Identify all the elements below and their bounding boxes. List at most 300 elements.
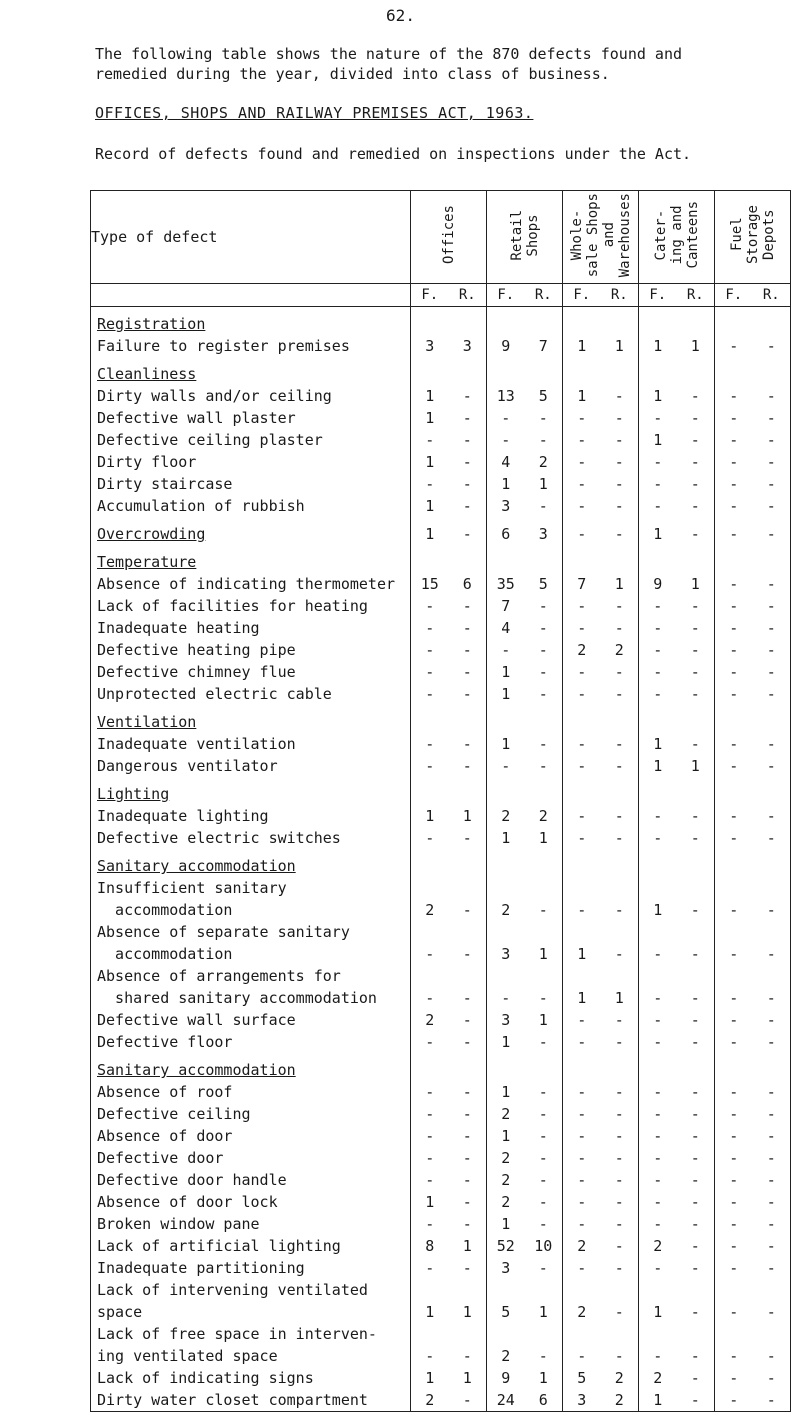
value-cell — [677, 777, 715, 805]
value-cell: - — [449, 1389, 487, 1412]
value-cell: - — [715, 1125, 753, 1147]
value-cell — [525, 307, 563, 336]
defect-label: ing ventilated space — [91, 1345, 411, 1367]
value-cell: - — [462, 1033, 472, 1051]
value-cell — [639, 1279, 677, 1301]
value-cell — [563, 777, 601, 805]
value-cell: 5 — [538, 387, 548, 405]
defect-label: Defective ceiling plaster — [91, 429, 411, 451]
value-cell — [563, 1279, 601, 1301]
value-cell — [639, 1053, 677, 1081]
value-cell: 5 — [487, 1301, 525, 1323]
value-cell — [487, 705, 525, 733]
value-cell: - — [538, 1215, 548, 1233]
value-cell: 4 — [487, 617, 525, 639]
value-cell: - — [690, 735, 700, 753]
value-cell: - — [639, 451, 677, 473]
value-cell: 1 — [411, 1367, 449, 1389]
value-cell: - — [639, 943, 677, 965]
value-cell: - — [411, 617, 449, 639]
value-cell: 5 — [563, 1367, 601, 1389]
defect-label: Lack of intervening ventilated — [91, 1279, 411, 1301]
value-cell: - — [411, 1147, 449, 1169]
defect-label: Defective heating pipe — [91, 639, 411, 661]
value-cell: - — [639, 1169, 677, 1191]
value-cell — [563, 849, 601, 877]
value-cell: 1 — [411, 805, 449, 827]
value-cell: - — [462, 1347, 472, 1365]
value-cell: - — [715, 1345, 753, 1367]
value-cell: - — [563, 805, 601, 827]
table-row — [91, 1125, 791, 1147]
value-cell — [753, 1279, 791, 1301]
value-cell — [487, 849, 525, 877]
value-cell: 2 — [639, 1367, 677, 1389]
value-cell: - — [753, 805, 791, 827]
value-cell: 2 — [411, 1389, 449, 1412]
value-cell: - — [538, 901, 548, 919]
value-cell: - — [411, 1031, 449, 1053]
value-cell: 24 — [487, 1389, 525, 1412]
table-row — [91, 1345, 791, 1367]
value-cell: - — [753, 1169, 791, 1191]
table-row — [91, 877, 791, 899]
value-cell — [563, 965, 601, 987]
value-cell: - — [639, 407, 677, 429]
value-cell: 1 — [639, 517, 677, 545]
value-cell: - — [411, 1213, 449, 1235]
value-cell: - — [614, 1215, 624, 1233]
value-cell: - — [715, 495, 753, 517]
section-row — [91, 1053, 791, 1081]
defect-label: Inadequate partitioning — [91, 1257, 411, 1279]
section-title: Lighting — [91, 777, 411, 805]
value-cell: - — [753, 661, 791, 683]
value-cell: - — [690, 901, 700, 919]
value-cell: - — [614, 597, 624, 615]
value-cell: - — [614, 497, 624, 515]
value-cell: - — [411, 755, 449, 777]
value-cell: - — [411, 827, 449, 849]
defect-label: Absence of arrangements for — [91, 965, 411, 987]
value-cell: 2 — [563, 639, 601, 661]
value-cell: - — [715, 451, 753, 473]
category-header-line: Retail — [508, 209, 525, 261]
value-cell: - — [462, 1171, 472, 1189]
value-cell: - — [462, 945, 472, 963]
value-cell — [449, 965, 487, 987]
value-cell: - — [563, 733, 601, 755]
value-cell: - — [690, 663, 700, 681]
value-cell: - — [715, 1367, 753, 1389]
value-cell — [563, 307, 601, 336]
value-cell: - — [690, 1193, 700, 1211]
table-row — [91, 1301, 791, 1323]
value-cell: - — [538, 431, 548, 449]
category-header-line: and — [600, 222, 617, 248]
value-cell: 52 — [487, 1235, 525, 1257]
value-cell: 1 — [538, 1303, 548, 1321]
value-cell: - — [538, 619, 548, 637]
value-cell: - — [563, 1213, 601, 1235]
value-cell: - — [639, 1103, 677, 1125]
value-cell — [715, 705, 753, 733]
value-cell — [411, 921, 449, 943]
sub-header-r: R. — [753, 284, 791, 307]
value-cell: 9 — [639, 573, 677, 595]
value-cell: - — [690, 497, 700, 515]
value-cell: - — [639, 805, 677, 827]
defect-label: Defective door handle — [91, 1169, 411, 1191]
value-cell: - — [614, 1083, 624, 1101]
value-cell — [601, 777, 639, 805]
table-row — [91, 755, 791, 777]
value-cell — [411, 357, 449, 385]
value-cell: 3 — [411, 335, 449, 357]
table-body — [91, 307, 791, 1412]
found-remedied-row — [91, 284, 791, 307]
value-cell — [715, 921, 753, 943]
value-cell: 5 — [538, 575, 548, 593]
value-cell: 3 — [563, 1389, 601, 1412]
value-cell: - — [563, 1147, 601, 1169]
value-cell: - — [690, 409, 700, 427]
value-cell — [449, 545, 487, 573]
value-cell — [449, 705, 487, 733]
value-cell: - — [639, 987, 677, 1009]
value-cell: 2 — [563, 1301, 601, 1323]
value-cell — [753, 965, 791, 987]
value-cell: - — [563, 429, 601, 451]
value-cell: - — [753, 1389, 791, 1412]
value-cell — [715, 357, 753, 385]
value-cell — [639, 849, 677, 877]
value-cell — [753, 1323, 791, 1345]
defect-label: Insufficient sanitary — [91, 877, 411, 899]
value-cell: 1 — [411, 495, 449, 517]
value-cell: - — [462, 619, 472, 637]
value-cell: - — [690, 1369, 700, 1387]
value-cell: - — [411, 639, 449, 661]
header-offices — [411, 191, 487, 284]
value-cell: 1 — [487, 661, 525, 683]
value-cell: - — [753, 451, 791, 473]
value-cell — [525, 849, 563, 877]
value-cell: - — [462, 829, 472, 847]
value-cell: - — [614, 431, 624, 449]
value-cell: - — [690, 945, 700, 963]
value-cell: 2 — [639, 1235, 677, 1257]
value-cell: 2 — [487, 1191, 525, 1213]
value-cell — [639, 307, 677, 336]
value-cell: 6 — [487, 517, 525, 545]
value-cell: - — [715, 429, 753, 451]
value-cell: 2 — [538, 453, 548, 471]
value-cell: - — [462, 475, 472, 493]
value-cell: - — [411, 661, 449, 683]
value-cell: - — [715, 1169, 753, 1191]
value-cell: - — [614, 453, 624, 471]
value-cell: - — [563, 1031, 601, 1053]
table-row — [91, 921, 791, 943]
defect-label: Failure to register premises — [91, 335, 411, 357]
value-cell: - — [753, 1081, 791, 1103]
table-row — [91, 385, 791, 407]
value-cell: - — [753, 899, 791, 921]
value-cell: - — [538, 1171, 548, 1189]
value-cell: - — [639, 1125, 677, 1147]
value-cell — [411, 705, 449, 733]
value-cell: - — [753, 1103, 791, 1125]
page-number: 62. — [386, 6, 415, 25]
value-cell: - — [563, 473, 601, 495]
value-cell: 7 — [487, 595, 525, 617]
value-cell: - — [690, 1127, 700, 1145]
value-cell: 1 — [563, 335, 601, 357]
value-cell: 3 — [462, 337, 472, 355]
defect-label: Defective wall surface — [91, 1009, 411, 1031]
value-cell — [487, 357, 525, 385]
value-cell: - — [411, 943, 449, 965]
value-cell: 15 — [411, 573, 449, 595]
value-cell: - — [715, 683, 753, 705]
defect-label: Defective door — [91, 1147, 411, 1169]
value-cell — [449, 777, 487, 805]
value-cell: - — [487, 639, 525, 661]
defect-label: accommodation — [91, 899, 411, 921]
value-cell: - — [614, 1193, 624, 1211]
table-row — [91, 1323, 791, 1345]
value-cell: - — [411, 473, 449, 495]
value-cell — [487, 965, 525, 987]
section-title: Temperature — [91, 545, 411, 573]
value-cell: - — [690, 1149, 700, 1167]
value-cell: - — [563, 595, 601, 617]
value-cell: 2 — [411, 899, 449, 921]
value-cell: 1 — [487, 473, 525, 495]
value-cell: 1 — [411, 451, 449, 473]
value-cell — [639, 357, 677, 385]
value-cell: - — [411, 1257, 449, 1279]
table-row — [91, 899, 791, 921]
value-cell: - — [753, 1009, 791, 1031]
value-cell: - — [753, 1301, 791, 1323]
value-cell: - — [690, 807, 700, 825]
act-title: OFFICES, SHOPS AND RAILWAY PREMISES ACT, 1963. — [95, 104, 534, 122]
defect-label: Lack of facilities for heating — [91, 595, 411, 617]
value-cell: 7 — [563, 573, 601, 595]
table-row — [91, 573, 791, 595]
value-cell: 1 — [487, 1031, 525, 1053]
defect-label: accommodation — [91, 943, 411, 965]
header-wholesale-shops — [563, 191, 639, 284]
value-cell — [601, 705, 639, 733]
value-cell: - — [462, 497, 472, 515]
value-cell: - — [614, 685, 624, 703]
defect-label: Dirty floor — [91, 451, 411, 473]
value-cell: - — [690, 1303, 700, 1321]
value-cell — [601, 1053, 639, 1081]
value-cell — [411, 307, 449, 336]
value-cell: - — [538, 1033, 548, 1051]
defect-label: Lack of free space in interven- — [91, 1323, 411, 1345]
value-cell — [677, 1279, 715, 1301]
value-cell: 1 — [487, 827, 525, 849]
value-cell: - — [690, 1215, 700, 1233]
value-cell: - — [538, 1259, 548, 1277]
value-cell: - — [690, 619, 700, 637]
value-cell: - — [639, 617, 677, 639]
value-cell: - — [715, 1213, 753, 1235]
header-row — [91, 191, 791, 284]
value-cell: - — [538, 1347, 548, 1365]
value-cell: 2 — [487, 899, 525, 921]
value-cell: 2 — [487, 1345, 525, 1367]
value-cell: - — [715, 385, 753, 407]
table-row — [91, 965, 791, 987]
sub-header-blank — [91, 284, 411, 307]
category-header-line: sale Shops — [584, 192, 601, 278]
value-cell: 1 — [487, 683, 525, 705]
value-cell — [639, 545, 677, 573]
value-cell: - — [462, 409, 472, 427]
value-cell: - — [690, 431, 700, 449]
defect-label: Defective chimney flue — [91, 661, 411, 683]
value-cell: - — [563, 1103, 601, 1125]
value-cell: 3 — [538, 525, 548, 543]
value-cell: - — [411, 1103, 449, 1125]
value-cell: - — [538, 1127, 548, 1145]
value-cell: - — [639, 595, 677, 617]
value-cell: - — [715, 335, 753, 357]
value-cell: - — [715, 987, 753, 1009]
value-cell — [411, 877, 449, 899]
defect-label: Inadequate lighting — [91, 805, 411, 827]
value-cell: - — [753, 473, 791, 495]
value-cell — [525, 777, 563, 805]
value-cell: - — [487, 987, 525, 1009]
value-cell: - — [411, 1169, 449, 1191]
value-cell: - — [715, 573, 753, 595]
value-cell: - — [614, 1259, 624, 1277]
defect-label: Dirty walls and/or ceiling — [91, 385, 411, 407]
value-cell: 2 — [614, 641, 624, 659]
value-cell — [677, 545, 715, 573]
value-cell: 1 — [411, 407, 449, 429]
section-title: Ventilation — [91, 705, 411, 733]
value-cell: - — [639, 473, 677, 495]
value-cell — [753, 849, 791, 877]
value-cell — [563, 1323, 601, 1345]
value-cell — [563, 705, 601, 733]
value-cell: - — [538, 1083, 548, 1101]
value-cell: - — [690, 1171, 700, 1189]
header-retail-shops — [487, 191, 563, 284]
value-cell: 2 — [563, 1235, 601, 1257]
value-cell: - — [690, 1105, 700, 1123]
value-cell: - — [563, 661, 601, 683]
value-cell — [753, 307, 791, 336]
value-cell: - — [690, 1237, 700, 1255]
defect-label: Lack of indicating signs — [91, 1367, 411, 1389]
value-cell: - — [715, 1235, 753, 1257]
value-cell — [715, 307, 753, 336]
value-cell: - — [690, 1347, 700, 1365]
value-cell: - — [715, 827, 753, 849]
sub-header-r: R. — [449, 284, 487, 307]
value-cell — [525, 1279, 563, 1301]
value-cell: - — [753, 827, 791, 849]
value-cell: 1 — [462, 807, 472, 825]
value-cell — [753, 777, 791, 805]
value-cell: - — [715, 1081, 753, 1103]
table-row — [91, 473, 791, 495]
value-cell: - — [753, 517, 791, 545]
value-cell — [601, 965, 639, 987]
value-cell — [563, 545, 601, 573]
value-cell: - — [538, 757, 548, 775]
value-cell: - — [563, 1081, 601, 1103]
defect-label: Defective wall plaster — [91, 407, 411, 429]
table-row — [91, 595, 791, 617]
value-cell: - — [614, 1127, 624, 1145]
value-cell — [639, 777, 677, 805]
defect-label: Dangerous ventilator — [91, 755, 411, 777]
value-cell — [487, 877, 525, 899]
intro-line-1: The following table shows the nature of the 870 defects found and — [95, 45, 682, 63]
value-cell: - — [462, 1011, 472, 1029]
value-cell: - — [614, 829, 624, 847]
defect-label: Defective electric switches — [91, 827, 411, 849]
category-header-line: Whole- — [568, 209, 585, 261]
value-cell: - — [563, 617, 601, 639]
value-cell: 1 — [690, 757, 700, 775]
value-cell: - — [462, 663, 472, 681]
value-cell — [677, 921, 715, 943]
value-cell: - — [614, 475, 624, 493]
value-cell: 3 — [487, 495, 525, 517]
header-fuel-storage-depots — [715, 191, 791, 284]
value-cell: - — [715, 899, 753, 921]
value-cell: - — [753, 573, 791, 595]
value-cell: 1 — [639, 1389, 677, 1412]
value-cell: 1 — [462, 1303, 472, 1321]
table-row — [91, 827, 791, 849]
value-cell: - — [462, 685, 472, 703]
value-cell: 1 — [563, 987, 601, 1009]
value-cell: - — [753, 987, 791, 1009]
value-cell: - — [677, 1389, 715, 1412]
section-title: Sanitary accommodation — [91, 849, 411, 877]
table-row — [91, 1147, 791, 1169]
defect-label: Dirty water closet compartment — [91, 1389, 411, 1412]
value-cell: - — [462, 1149, 472, 1167]
value-cell — [601, 1279, 639, 1301]
table-row — [91, 1103, 791, 1125]
value-cell: 1 — [487, 1081, 525, 1103]
defect-label: Lack of artificial lighting — [91, 1235, 411, 1257]
value-cell: - — [690, 525, 700, 543]
value-cell: 3 — [487, 1009, 525, 1031]
table-row — [91, 1191, 791, 1213]
value-cell: - — [487, 429, 525, 451]
value-cell: - — [538, 685, 548, 703]
value-cell — [525, 357, 563, 385]
sub-header-r: R. — [677, 284, 715, 307]
value-cell: - — [563, 755, 601, 777]
table-row — [91, 429, 791, 451]
value-cell: - — [614, 387, 624, 405]
